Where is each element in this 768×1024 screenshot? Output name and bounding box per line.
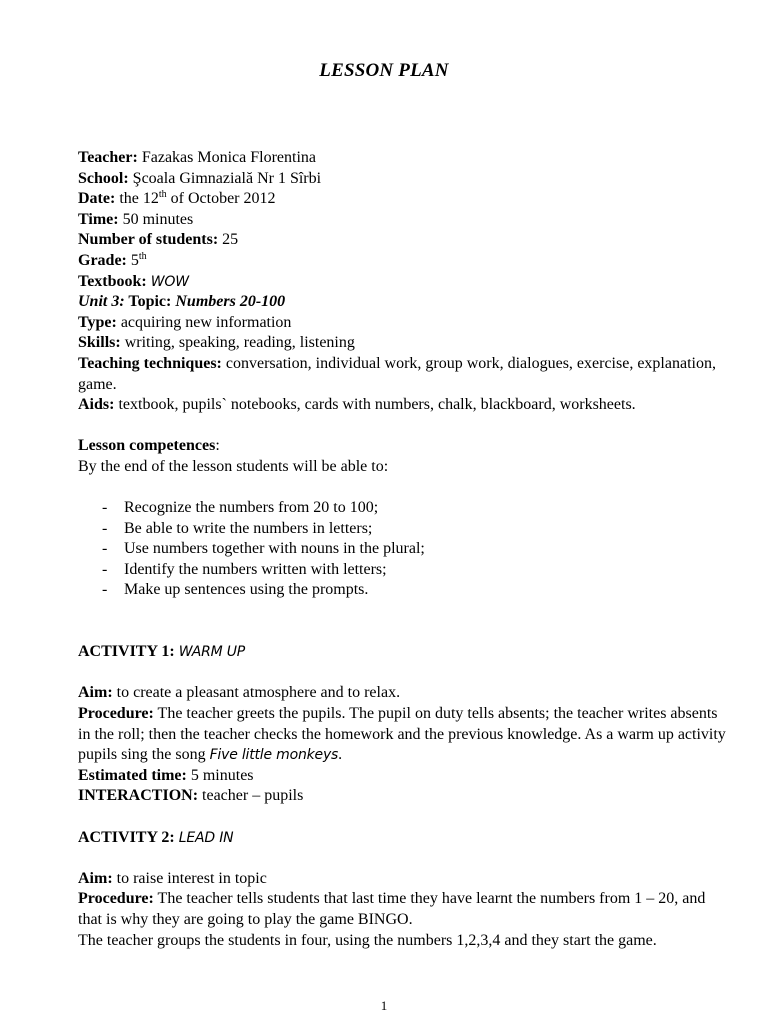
list-item-text: Identify the numbers written with letters; bbox=[124, 560, 387, 578]
dash-bullet: - bbox=[102, 499, 108, 517]
teacher-value: Fazakas Monica Florentina bbox=[137, 149, 317, 166]
time-label: Time: bbox=[78, 210, 119, 228]
list-item bbox=[78, 539, 728, 560]
procedure-value: The teacher greets the pupils. The pupil on duty tells absents; the teacher writes absents in the roll; then the teacher checks the homework and the previous knowledge. As a warm up activity pupils sing the song bbox=[78, 705, 726, 764]
activity2-groups: The teacher groups the students in four, using the numbers 1,2,3,4 and they start the game. bbox=[78, 931, 657, 949]
spacer bbox=[78, 622, 728, 643]
school-label: School: bbox=[78, 169, 129, 187]
aim-value: to raise interest in topic bbox=[112, 869, 267, 887]
spacer bbox=[78, 478, 728, 499]
skills-label: Skills: bbox=[78, 334, 121, 352]
unit-label: Unit 3: bbox=[78, 293, 125, 311]
teacher-line bbox=[78, 148, 728, 169]
date-label: Date: bbox=[78, 190, 116, 208]
estimated-time-label: Estimated time: bbox=[78, 766, 187, 784]
lesson-plan-body bbox=[78, 148, 728, 951]
grade-line bbox=[78, 251, 728, 272]
list-item-text: Be able to write the numbers in letters; bbox=[124, 519, 373, 537]
aim-label: Aim: bbox=[78, 684, 113, 702]
competences-intro: By the end of the lesson students will be able to: bbox=[78, 457, 389, 475]
aim-value: to create a pleasant atmosphere and to relax. bbox=[112, 684, 401, 702]
time-line bbox=[78, 210, 728, 231]
procedure-value: The teacher tells students that last time they have learnt the numbers from 1 – 20, and that is why they are going to play the game BINGO. bbox=[78, 890, 706, 928]
date-line bbox=[78, 189, 728, 210]
activity1-procedure bbox=[78, 704, 728, 766]
topic-value: Numbers 20-100 bbox=[171, 293, 286, 311]
activity1-heading bbox=[78, 642, 728, 663]
techniques-line bbox=[78, 354, 728, 395]
time-value: 50 minutes bbox=[118, 210, 194, 228]
type-label: Type: bbox=[78, 313, 117, 331]
type-line bbox=[78, 313, 728, 334]
techniques-label: Teaching techniques: bbox=[78, 354, 222, 372]
procedure-end: . bbox=[338, 746, 343, 764]
competences-colon: : bbox=[215, 437, 220, 455]
list-item bbox=[78, 519, 728, 540]
skills-value: writing, speaking, reading, listening bbox=[120, 334, 355, 352]
competences-label: Lesson competences bbox=[78, 437, 216, 455]
activity1-aim bbox=[78, 683, 728, 704]
spacer bbox=[78, 848, 728, 869]
activity1-label: ACTIVITY 1: bbox=[78, 643, 175, 661]
spacer bbox=[78, 601, 728, 622]
activity2-label: ACTIVITY 2: bbox=[78, 828, 175, 846]
dash-bullet: - bbox=[102, 560, 108, 578]
spacer bbox=[78, 416, 728, 437]
techniques-value: conversation, individual work, group work, dialogues, exercise, explanation, game. bbox=[78, 354, 716, 393]
date-suffix: of October 2012 bbox=[166, 190, 276, 208]
spacer bbox=[78, 807, 728, 828]
interaction-label: INTERACTION: bbox=[78, 787, 199, 805]
skills-line bbox=[78, 333, 728, 354]
procedure-label: Procedure: bbox=[78, 890, 154, 908]
topic-label: Topic: bbox=[124, 293, 172, 311]
list-item bbox=[78, 580, 728, 601]
dash-bullet: - bbox=[102, 519, 108, 537]
list-item bbox=[78, 498, 728, 519]
competences-list bbox=[78, 498, 728, 601]
grade-value: 5 bbox=[126, 251, 139, 269]
activity2-heading bbox=[78, 828, 728, 849]
interaction-value: teacher – pupils bbox=[198, 787, 304, 805]
spacer bbox=[78, 663, 728, 684]
list-item-text: Use numbers together with nouns in the plural; bbox=[124, 540, 425, 558]
students-value: 25 bbox=[218, 231, 239, 249]
activity2-aim bbox=[78, 869, 728, 890]
page-number: 1 bbox=[380, 998, 388, 1013]
textbook-line bbox=[78, 272, 728, 293]
school-value: Şcoala Gimnazială Nr 1 Sîrbi bbox=[128, 169, 322, 187]
song-title: Five little monkeys bbox=[209, 747, 339, 764]
school-line bbox=[78, 169, 728, 190]
unit-topic-line bbox=[78, 292, 728, 313]
students-line bbox=[78, 230, 728, 251]
list-item-text: Make up sentences using the prompts. bbox=[124, 581, 369, 599]
aids-line bbox=[78, 395, 728, 416]
aim-label: Aim: bbox=[78, 869, 113, 887]
aids-label: Aids: bbox=[78, 396, 115, 414]
procedure-label: Procedure: bbox=[78, 705, 154, 723]
dash-bullet: - bbox=[102, 540, 108, 558]
type-value: acquiring new information bbox=[116, 313, 292, 331]
activity1-interaction bbox=[78, 786, 728, 807]
grade-superscript: th bbox=[138, 250, 147, 262]
textbook-label: Textbook: bbox=[78, 272, 147, 290]
activity1-type: WARM UP bbox=[178, 644, 246, 661]
aids-value: textbook, pupils` notebooks, cards with numbers, chalk, blackboard, worksheets. bbox=[114, 396, 636, 414]
activity2-procedure bbox=[78, 889, 728, 930]
date-prefix: the 12 bbox=[115, 190, 159, 208]
dash-bullet: - bbox=[102, 581, 108, 599]
grade-label: Grade: bbox=[78, 251, 127, 269]
teacher-label: Teacher: bbox=[78, 149, 138, 166]
textbook-value: WOW bbox=[150, 273, 189, 290]
estimated-time-value: 5 minutes bbox=[186, 766, 254, 784]
date-superscript: th bbox=[158, 189, 167, 201]
activity2-type: LEAD IN bbox=[178, 829, 234, 846]
students-label: Number of students: bbox=[78, 231, 219, 249]
activity1-time bbox=[78, 766, 728, 787]
list-item bbox=[78, 560, 728, 581]
competences-heading bbox=[78, 436, 728, 457]
page-title: LESSON PLAN bbox=[319, 60, 449, 81]
list-item-text: Recognize the numbers from 20 to 100; bbox=[124, 499, 379, 517]
